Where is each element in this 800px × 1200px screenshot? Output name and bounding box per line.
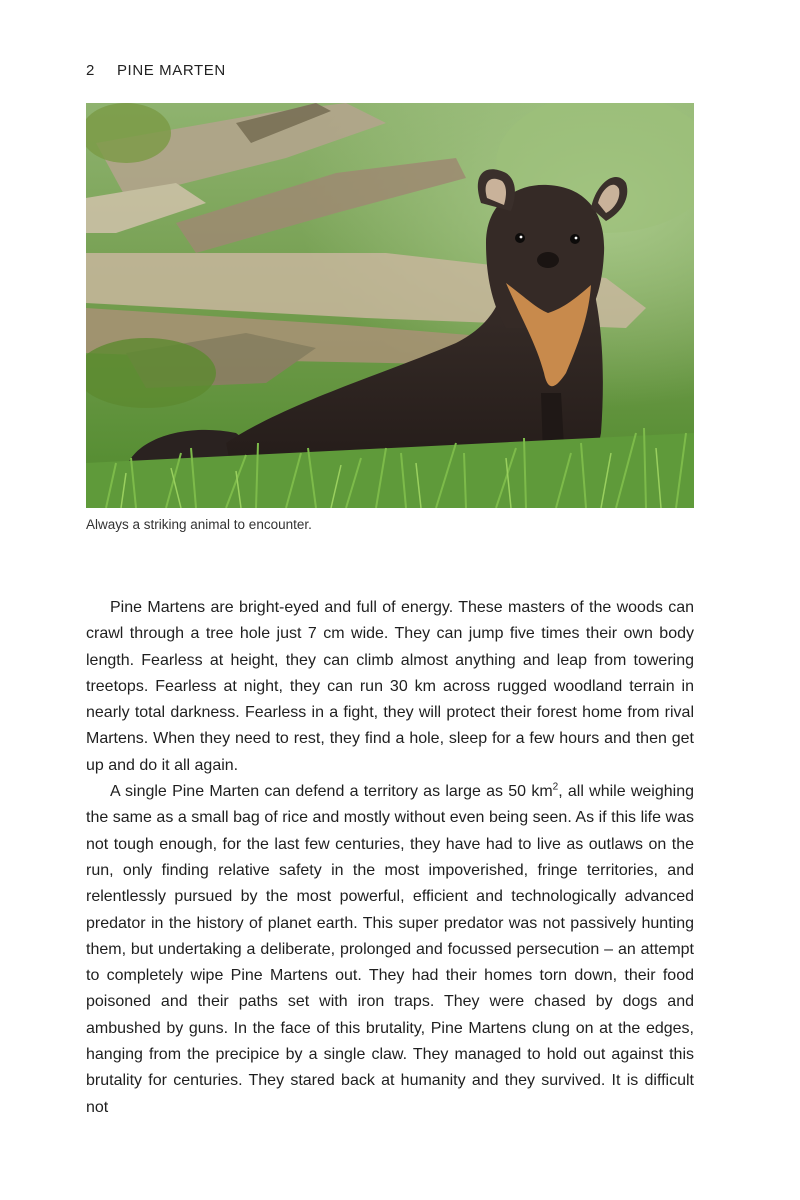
paragraph-2-start: A single Pine Marten can defend a territory as large as 50 km bbox=[110, 783, 553, 801]
pine-marten-photo bbox=[86, 103, 694, 508]
running-head bbox=[86, 62, 226, 79]
page-number: 2 bbox=[86, 62, 95, 79]
superscript-squared: 2 bbox=[552, 781, 559, 793]
photo-caption: Always a striking animal to encounter. bbox=[86, 517, 312, 532]
photo-illustration bbox=[86, 103, 694, 508]
paragraph-1: Pine Martens are bright-eyed and full of energy. These masters of the woods can crawl through a tree hole just 7 cm wide. They can jump five times their own body length. Fearless at height, they can climb almost anything and leap from towering treetops. Fearless at night, they can run 30 km across rugged woodland terrain in nearly total darkness. Fearless in a fight, they will protect their forest home from rival Martens. When they need to rest, they find a hole, sleep for a few hours and then get up and do it all again. bbox=[86, 599, 694, 774]
running-title: PINE MARTEN bbox=[116, 62, 226, 79]
paragraph-2-rest: , all while weighing the same as a small bag of rice and mostly without even being seen. As if this life was not tough enough, for the last few centuries, they have had to live as outlaws on the run, only finding relative safety in the most impoverished, fringe territories, and relentlessly pursued by the most powerful, efficient and technologically advanced predator in the history of planet earth. This super predator was not passively hunting them, but undertaking a deliberate, prolonged and focussed persecution – an attempt to completely wipe Pine Martens out. They had their homes torn down, their food poisoned and their paths set with iron traps. They were chased by dogs and ambushed by guns. In the face of this brutality, Pine Martens clung on at the edges, hanging from the precipice by a single claw. They managed to hold out against this brutality for centuries. They stared back at humanity and they survived. It is difficult not bbox=[86, 783, 695, 1116]
paragraph-2 bbox=[86, 779, 694, 1121]
body-text bbox=[86, 595, 694, 1121]
